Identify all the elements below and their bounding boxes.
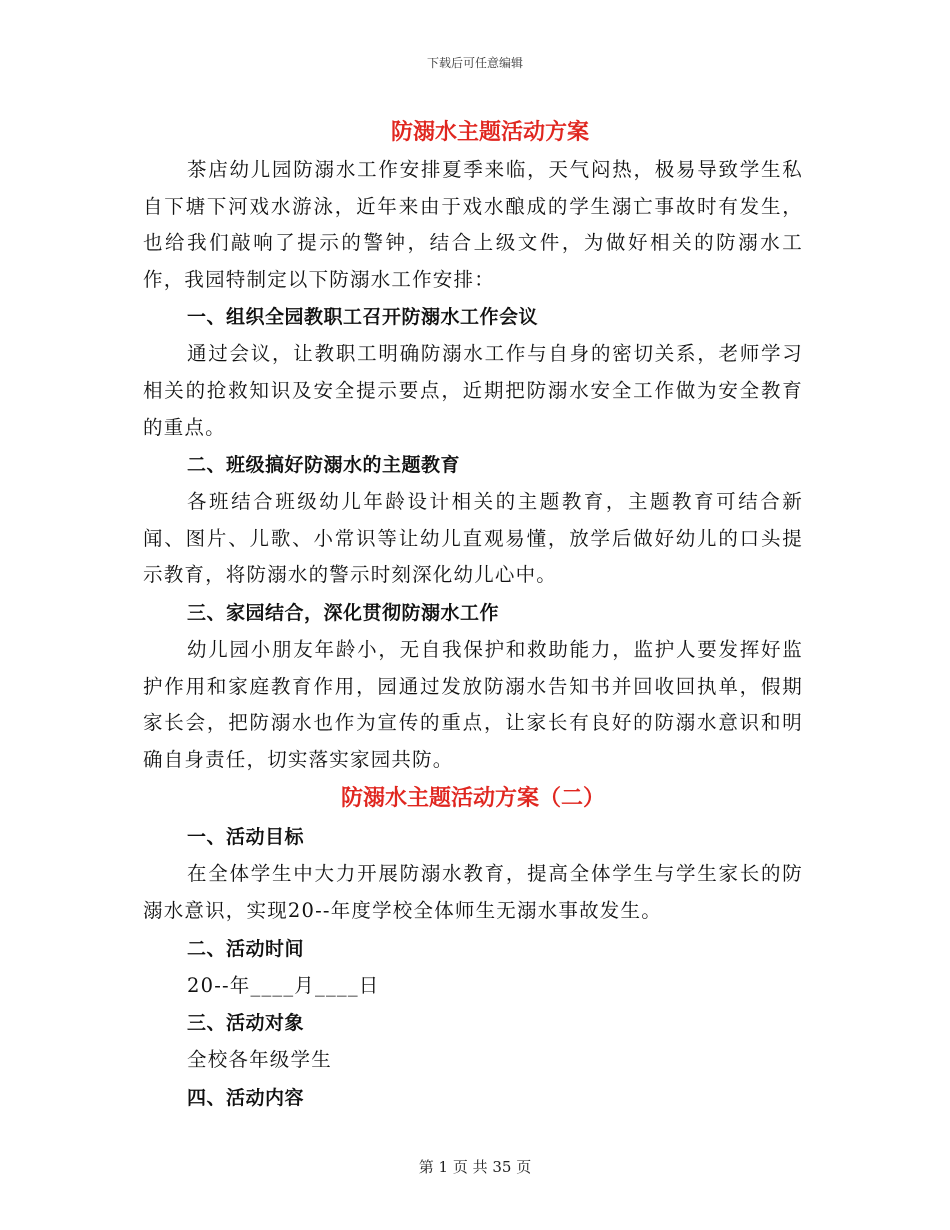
section-2-heading: 二、班级搞好防溺水的主题教育 <box>187 454 461 477</box>
section-3-body: 幼儿园小朋友年龄小，无自我保护和救助能力，监护人要发挥好监护作用和家庭教育作用，园通过发放防溺水告知书并回收回执单，假期家长会，把防溺水也作为宣传的重点，让家长有良好的防溺水意识和明确自身责任，切实落实家园共防。 <box>143 637 803 771</box>
part2-heading-audience: 三、活动对象 <box>187 1012 305 1035</box>
part2-heading-content: 四、活动内容 <box>187 1086 305 1109</box>
part2-body-goal: 在全体学生中大力开展防溺水教育，提高全体学生与学生家长的防溺水意识，实现20--年度学校全体师生无溺水事故发生。 <box>143 862 803 922</box>
document-title-2: 防溺水主题活动方案（二） <box>340 785 605 812</box>
part2-heading-time: 二、活动时间 <box>187 937 305 960</box>
intro-paragraph: 茶店幼儿园防溺水工作安排夏季来临，天气闷热，极易导致学生私自下塘下河戏水游泳，近年来由于戏水酿成的学生溺亡事故时有发生，也给我们敲响了提示的警钟，结合上级文件，为做好相关的防溺水工作，我园特制定以下防溺水工作安排： <box>143 158 803 291</box>
section-3-heading: 三、家园结合，深化贯彻防溺水工作 <box>187 601 500 624</box>
section-1-heading: 一、组织全园教职工召开防溺水工作会议 <box>187 306 539 329</box>
part2-heading-goal: 一、活动目标 <box>187 826 305 849</box>
document-title: 防溺水主题活动方案 <box>390 119 589 145</box>
page-number: 第 1 页 共 35 页 <box>418 1158 532 1176</box>
document-body <box>143 112 803 1117</box>
page-header-note: 下载后可任意编辑 <box>426 56 523 70</box>
section-2-body: 各班结合班级幼儿年龄设计相关的主题教育，主题教育可结合新闻、图片、儿歌、小常识等让幼儿直观易懂，放学后做好幼儿的口头提示教育，将防溺水的警示时刻深化幼儿心中。 <box>143 490 803 587</box>
part2-body-time: 20--年____月____日 <box>187 973 380 997</box>
section-1-body: 通过会议，让教职工明确防溺水工作与自身的密切关系，老师学习相关的抢救知识及安全提示要点，近期把防溺水安全工作做为安全教育的重点。 <box>143 342 803 439</box>
part2-body-audience: 全校各年级学生 <box>187 1048 332 1072</box>
